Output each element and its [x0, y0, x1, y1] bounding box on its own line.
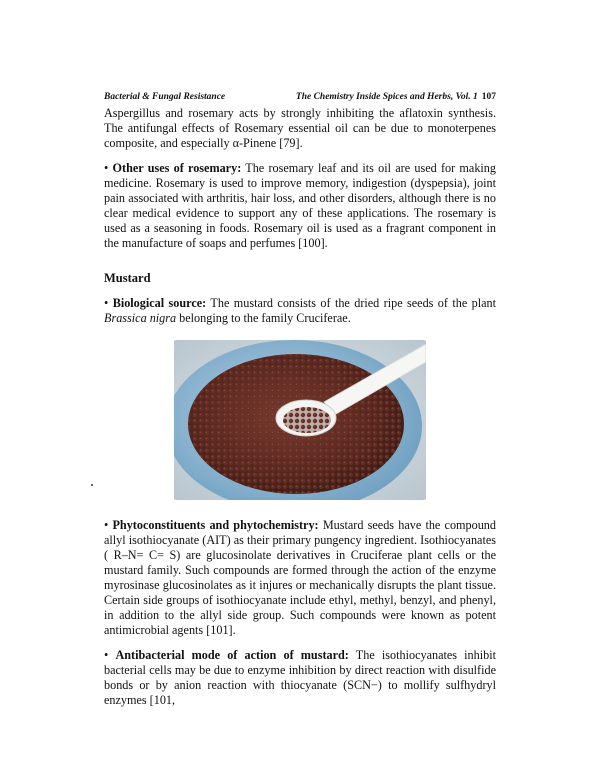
section-heading-mustard: Mustard [104, 271, 151, 285]
other-uses-text: The rosemary leaf and its oil are used for making medicine. Rosemary is used to improve memory, indigestion (dyspepsia), joint pain associated with arthritis, hair loss, and other disorders, although there is no clear medical evidence to support any of these applications. The rosemary is used as a seasoning in foods. Rosemary oil is used as a fragrant component in the manufacture of soaps and perfumes [100]. [104, 161, 496, 250]
species-name: Brassica nigra [104, 311, 177, 325]
phytoconstituents-text: Mustard seeds have the compound allyl isothiocyanate (AIT) as their primary pungency ingredient. Isothiocyanates ( R–N= C= S) are glucosinolate derivatives in Cruciferae plant cells or the mustard family. Such compounds are formed through the action of the enzyme myrosinase glucosinolates as it injures or mechanically disrupts the plant tissue. Certain side groups of isothiocyanate include ethyl, methyl, benzyl, and phenyl, in addition to the allyl side group. Such compounds were known as potent antimicrobial agents [101]. [104, 518, 496, 637]
paragraph-biological-source [104, 296, 496, 326]
header-book-name: The Chemistry Inside Spices and Herbs, Vol. 1 [295, 92, 478, 102]
stray-dot [91, 484, 93, 486]
antibacterial-text: The isothiocyanates inhibit bacterial cells may be due to enzyme inhibition by direct reaction with disulfide bonds or by anion reaction with thiocyanate (SCN−) to mollify sulfhydryl enzymes [101, [104, 648, 496, 707]
phytoconstituents-label: Phytoconstituents and phytochemistry: [112, 518, 319, 532]
mustard-seeds-bowl-icon [174, 340, 426, 500]
other-uses-label: Other uses of rosemary: [112, 161, 242, 175]
mustard-seeds-photo [174, 340, 426, 500]
paragraph-antibacterial-mode [104, 648, 496, 708]
running-header [104, 92, 496, 102]
biological-source-label: Biological source: [112, 296, 207, 310]
antibacterial-label: Antibacterial mode of action of mustard: [115, 648, 349, 662]
paragraph-phytoconstituents [104, 518, 496, 638]
page-number: 107 [481, 92, 496, 102]
bullet-marker: • [104, 518, 109, 532]
bullet-marker: • [104, 296, 109, 310]
header-section-title: Bacterial & Fungal Resistance [104, 92, 226, 102]
biological-source-text: The mustard consists of the dried ripe seeds of the plant [206, 296, 497, 310]
header-book-title [296, 92, 496, 102]
page [104, 92, 496, 708]
biological-source-text-end: belonging to the family Cruciferae. [176, 311, 351, 325]
paragraph-aspergillus: Aspergillus and rosemary acts by strongly inhibiting the aflatoxin synthesis. The antifungal effects of Rosemary essential oil can be due to monoterpenes composite, and especially α-Pinene [79]. [104, 106, 496, 150]
bullet-marker: • [104, 161, 109, 175]
bullet-marker: • [104, 648, 109, 662]
paragraph-other-uses [104, 161, 496, 251]
